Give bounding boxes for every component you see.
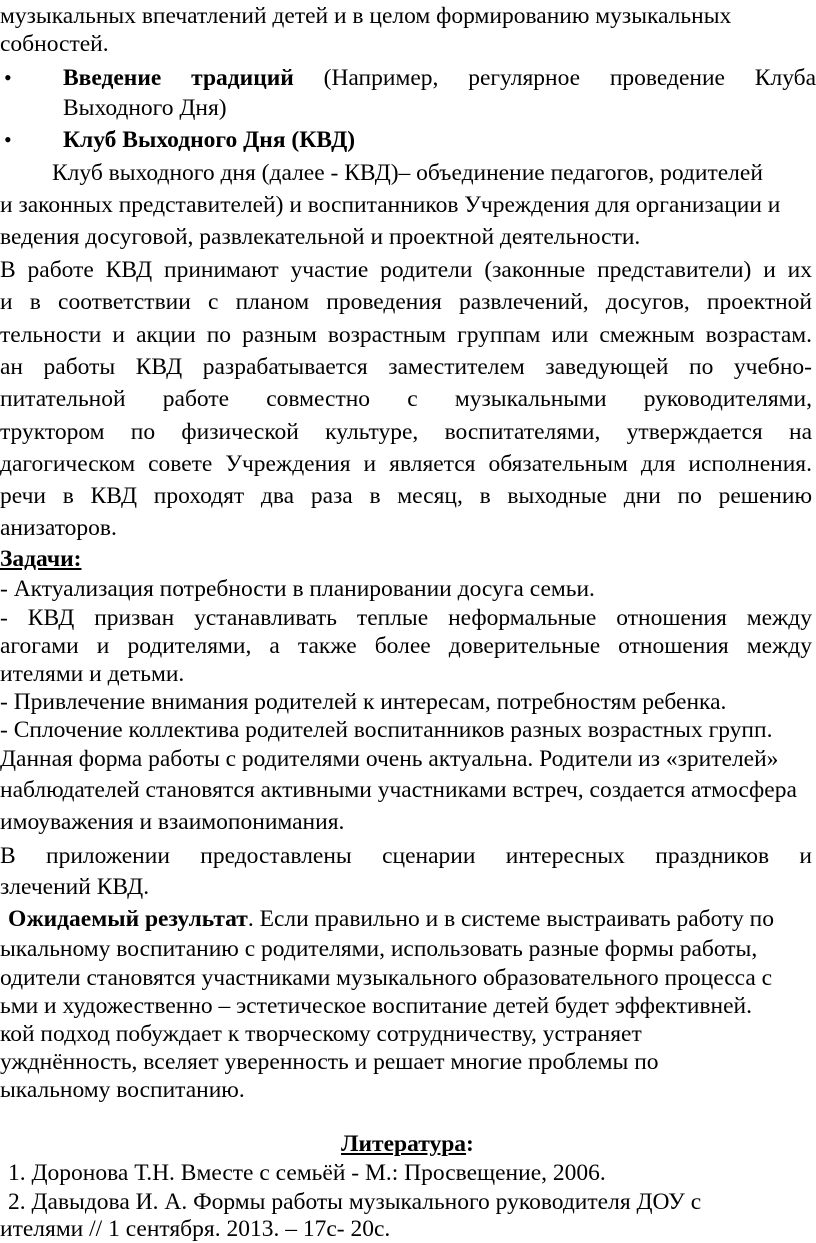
appendix-paragraph-line: В приложении предоставлены сценарии интересных праздников и — [0, 843, 812, 869]
bullet-traditions-text: (Например, регулярное проведение Клуба — [323, 65, 816, 91]
task-line: - Сплочение коллектива родителей воспитанников разных возрастных групп. — [0, 717, 773, 743]
form-paragraph-line: имоуважения и взаимопонимания. — [0, 809, 345, 835]
club-paragraph-line: и законных представителей) и воспитанников Учреждения для организации и — [0, 192, 781, 218]
task-line: ителями и детьми. — [0, 661, 185, 687]
result-first-line — [8, 905, 774, 933]
literature-heading-text: Литература — [341, 1131, 467, 1157]
bullet-icon: • — [4, 65, 12, 90]
tasks-heading: Задачи: — [0, 546, 82, 572]
work-paragraph-line: и в соответствии с планом проведения развлечений, досугов, проектной — [0, 289, 812, 315]
work-paragraph-line: дагогическом совете Учреждения и является обязательным для исполнения. — [0, 451, 812, 477]
literature-heading-colon: : — [466, 1131, 474, 1157]
bullet-traditions-cont: Выходного Дня) — [63, 95, 227, 121]
task-line: агогами и родителями, а также более доверительные отношения между — [0, 633, 812, 659]
literature-item: 2. Давыдова И. А. Формы работы музыкального руководителя ДОУ с — [8, 1189, 702, 1215]
work-paragraph-line: речи в КВД проходят два раза в месяц, в выходные дни по решению — [0, 483, 812, 509]
bullet-traditions-title: Введение традиций — [63, 65, 294, 91]
task-line: - КВД призван устанавливать теплые неформальные отношения между — [0, 605, 812, 631]
literature-item: ителями // 1 сентября. 2013. – 17с- 20с. — [0, 1216, 391, 1242]
form-paragraph-line: наблюдателей становятся активными участниками встреч, создается атмосфера — [0, 777, 797, 803]
club-paragraph-line: Клуб выходного дня (далее - КВД)– объединение педагогов, родителей — [52, 160, 763, 186]
appendix-paragraph-line: злечений КВД. — [0, 874, 150, 900]
literature-heading — [341, 1130, 474, 1158]
work-paragraph-line: питательной работе совместно с музыкальными руководителями, — [0, 386, 812, 412]
intro-line-1: музыкальных впечатлений детей и в целом формированию музыкальных — [0, 3, 732, 29]
bullet-traditions — [63, 64, 816, 92]
work-paragraph-line: В работе КВД принимают участие родители (законные представители) и их — [0, 257, 812, 283]
work-paragraph-line: труктором по физической культуре, воспитателями, утверждается на — [0, 419, 812, 445]
literature-item: 1. Доронова Т.Н. Вместе с семьёй - М.: Просвещение, 2006. — [8, 1160, 606, 1186]
form-paragraph-line: Данная форма работы с родителями очень актуальна. Родители из «зрителей» — [0, 746, 779, 772]
result-line: одители становятся участниками музыкального образовательного процесса с — [0, 965, 773, 991]
result-line: ужднённость, вселяет уверенность и решает многие проблемы по — [0, 1049, 659, 1075]
task-line: - Актуализация потребности в планировании досуга семьи. — [0, 576, 595, 602]
result-line: кой подход побуждает к творческому сотрудничеству, устраняет — [0, 1021, 642, 1047]
result-first-text: . Если правильно и в системе выстраивать работу по — [247, 906, 774, 932]
task-line: - Привлечение внимания родителей к интересам, потребностям ребенка. — [0, 689, 727, 715]
work-paragraph-line: анизаторов. — [0, 515, 117, 541]
intro-line-2: собностей. — [0, 31, 109, 57]
club-paragraph-line: ведения досуговой, развлекательной и проектной деятельности. — [0, 224, 641, 250]
work-paragraph-line: тельности и акции по разным возрастным группам или смежным возрастам. — [0, 322, 812, 348]
result-label: Ожидаемый результат — [8, 906, 248, 932]
work-paragraph-line: ан работы КВД разрабатывается заместителем заведующей по учебно- — [0, 354, 812, 380]
result-line: ыкальному воспитанию с родителями, использовать разные формы работы, — [0, 936, 758, 962]
bullet-icon: • — [4, 127, 12, 152]
bullet-club-title: Клуб Выходного Дня (КВД) — [63, 127, 356, 153]
result-line: ьми и художественно – эстетическое воспитание детей будет эффективней. — [0, 993, 752, 1019]
result-line: ыкальному воспитанию. — [0, 1077, 245, 1103]
